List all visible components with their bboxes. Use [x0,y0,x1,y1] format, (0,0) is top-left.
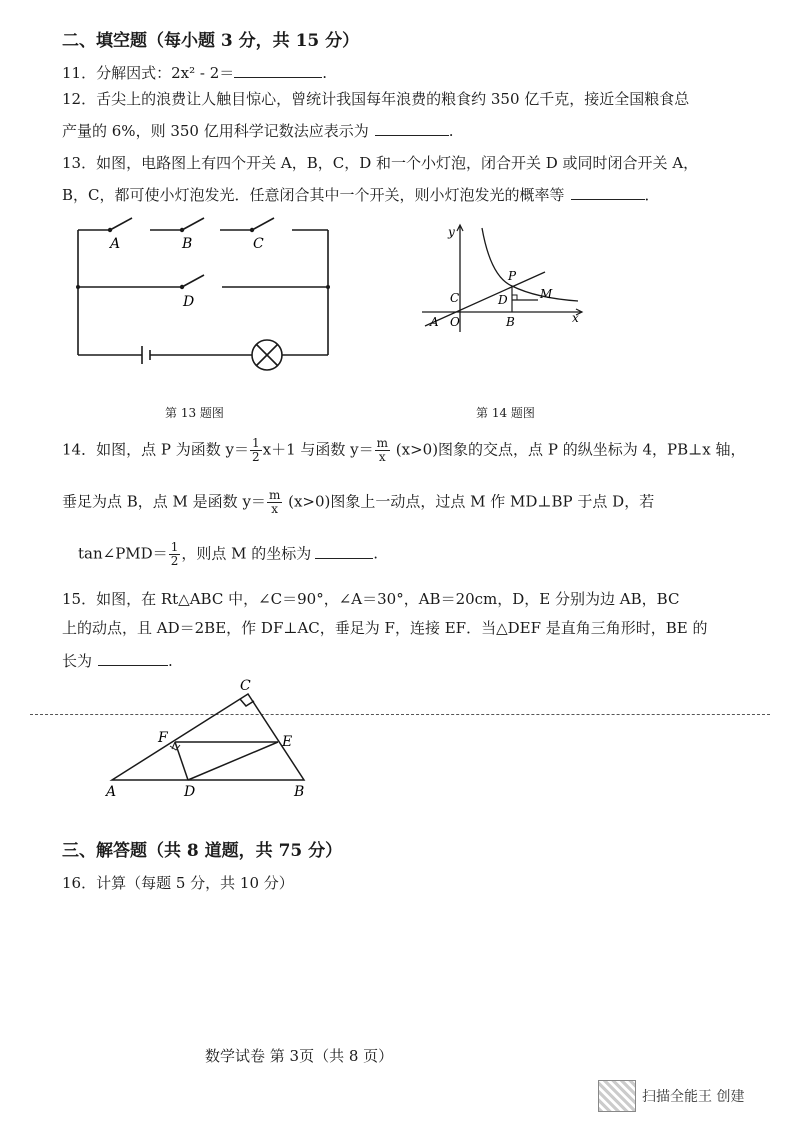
fig14-caption: 第 14 题图 [476,406,535,420]
point-C-label: C [450,291,460,305]
scanner-watermark [598,1080,744,1112]
question-13-line2 [62,184,660,205]
q13-answer-blank[interactable] [571,185,645,200]
label-B: B [182,236,193,252]
q12-text: 产量的 6%，则 350 亿用科学记数法应表示为 [62,122,369,140]
page-footer: 数学试卷 第 3页（共 8 页） [205,1047,394,1065]
label-D: D [183,294,195,310]
vertex-C-label: C [240,678,251,694]
point-A-label: A [430,315,439,329]
frac-den: 2 [251,450,260,464]
q15-text: 长为 [62,652,93,670]
q13-end: ． [644,186,660,204]
q14-text-a: 14．如图，点 P 为函数 y＝ [62,440,249,459]
q13-text: B，C，都可使小灯泡发光．任意闭合其中一个开关，则小灯泡发光的概率等 [62,186,565,204]
watermark-text: 扫描全能王 创建 [642,1089,745,1105]
fraction-one-half [169,541,181,568]
label-A: A [110,236,121,252]
function-graph [420,222,590,337]
question-11 [62,62,327,83]
question-12-line1: 12．舌尖上的浪费让人触目惊心，曾统计我国每年浪费的粮食约 350 亿千克，接近全国粮食总 [62,90,690,108]
frac-num: 1 [251,436,260,450]
q12-answer-blank[interactable] [375,121,449,136]
label-C: C [253,236,264,252]
question-12-line2 [62,120,454,141]
section2-title: 二、填空题（每小题 3 分，共 15 分） [62,31,360,51]
frac-num: 1 [170,540,179,554]
question-15-line1: 15．如图，在 Rt△ABC 中，∠C＝90°，∠A＝30°，AB＝20cm，D，E 分别为边 AB，BC [62,590,680,608]
q14-answer-blank[interactable] [315,544,373,559]
q14-text-d: 垂足为点 B，点 M 是函数 y＝ [62,492,266,511]
axis-y-label: y [448,225,455,239]
q14-text-f: tan∠PMD＝ [78,544,168,563]
fraction-m-over-x [375,437,390,464]
q15-end: . [168,652,173,670]
q14-text-c: (x>0)图象的交点，点 P 的纵坐标为 4，PB⊥x 轴， [391,440,746,459]
origin-O-label: O [450,315,460,329]
point-D-label: D [184,784,196,800]
q11-text: 11．分解因式：2x² - 2＝ [62,64,235,82]
axis-x-label: x [572,311,579,325]
frac-den: x [378,450,386,464]
vertex-B-label: B [294,784,305,800]
qr-logo-icon [598,1080,636,1112]
question-15-line3 [62,650,173,671]
circuit-diagram [70,210,340,375]
question-16: 16．计算（每题 5 分，共 10 分） [62,874,294,892]
q11-answer-blank[interactable] [234,63,322,78]
q15-answer-blank[interactable] [98,651,168,666]
frac-num: m [376,436,389,450]
triangle-diagram [100,676,330,801]
q14-end: . [373,544,379,563]
q12-end: . [448,122,454,140]
question-14-line2 [62,489,654,516]
q14-text-e: (x>0)图象上一动点，过点 M 作 MD⊥BP 于点 D，若 [283,492,655,511]
point-M-label: M [540,287,553,301]
fraction-m-over-x [267,489,282,516]
q14-text-g: ，则点 M 的坐标为 [181,544,312,563]
frac-num: m [268,488,281,502]
question-14-line1 [62,437,745,464]
point-B-label: B [506,315,515,329]
question-13-line1: 13．如图，电路图上有四个开关 A，B，C，D 和一个小灯泡，闭合开关 D 或同时闭合开关 A， [62,154,699,172]
fraction-one-half [250,437,262,464]
vertex-A-label: A [106,784,117,800]
question-15-line2: 上的动点，且 AD＝2BE，作 DF⊥AC，垂足为 F，连接 EF．当△DEF 是直角三角形时，BE 的 [62,619,708,637]
point-F-label: F [158,730,168,746]
q11-end: . [322,64,328,82]
point-D-label: D [498,293,508,307]
question-14-line3 [78,541,378,568]
point-P-label: P [508,269,517,283]
q14-text-b: x＋1 与函数 y＝ [262,440,374,459]
point-E-label: E [282,734,293,750]
frac-den: 2 [170,554,179,568]
fig13-caption: 第 13 题图 [165,406,224,420]
frac-den: x [271,502,279,516]
section3-title: 三、解答题（共 8 道题，共 75 分） [62,841,343,861]
